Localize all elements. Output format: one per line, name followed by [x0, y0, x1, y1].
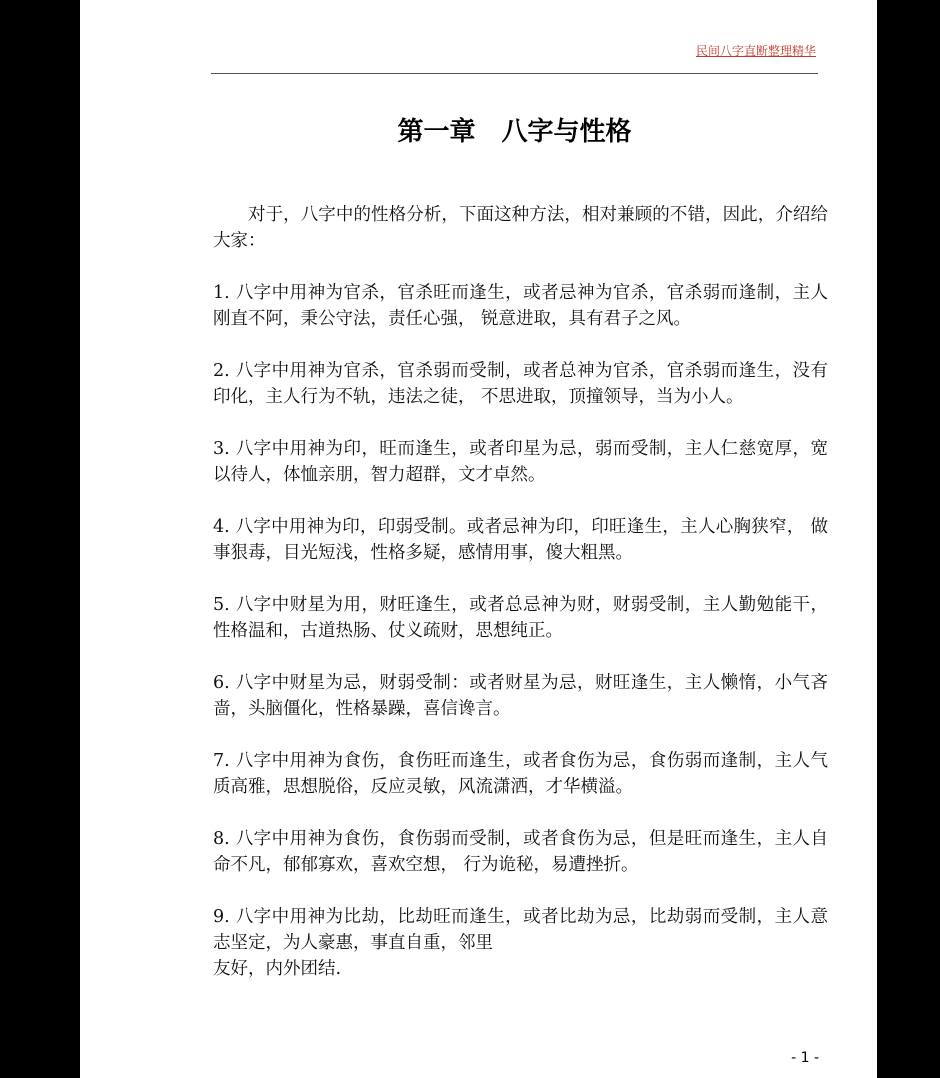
list-item-2: 2. 八字中用神为官杀，官杀弱而受制，或者总神为官杀，官杀弱而逢生，没有印化，主人行为不轨，违法之徒， 不思进取，顶撞领导，当为小人。 — [213, 361, 828, 407]
running-header-link[interactable]: 民间八字直断整理精华 — [695, 44, 816, 58]
header-divider — [211, 73, 818, 74]
list-item-3: 3. 八字中用神为印，旺而逢生，或者印星为忌，弱而受制，主人仁慈宽厚，宽以待人，体恤亲朋，智力超群，文才卓然。 — [213, 439, 828, 485]
list-item-5: 5. 八字中财星为用，财旺逢生，或者总忌神为财，财弱受制，主人勤勉能干， 性格温和，古道热肠、仗义疏财，思想纯正。 — [213, 595, 828, 641]
chapter-title: 第一章 八字与性格 — [397, 117, 632, 147]
intro-paragraph: 对于，八字中的性格分析，下面这种方法，相对兼顾的不错，因此，介绍给大家： — [213, 205, 828, 251]
list-item-9-tail: 友好，内外团结. — [213, 959, 342, 979]
list-item-8: 8. 八字中用神为食伤，食伤弱而受制，或者食伤为忌，但是旺而逢生，主人自命不凡，郁郁寡欢，喜欢空想， 行为诡秘，易遭挫折。 — [213, 829, 828, 875]
list-item-4: 4. 八字中用神为印，印弱受制。或者忌神为印，印旺逢生，主人心胸狭窄， 做事狠毒，目光短浅，性格多疑，感情用事，傻大粗黑。 — [213, 517, 828, 563]
body-text — [213, 202, 828, 982]
list-item-6: 6. 八字中财星为忌，财弱受制：或者财星为忌，财旺逢生，主人懒惰，小气吝啬，头脑僵化，性格暴躁，喜信谗言。 — [213, 673, 828, 719]
list-item-7: 7. 八字中用神为食伤，食伤旺而逢生，或者食伤为忌，食伤弱而逢制，主人气质高雅，思想脱俗，反应灵敏，风流潇洒，才华横溢。 — [213, 751, 828, 797]
list-item-1: 1. 八字中用神为官杀，官杀旺而逢生，或者忌神为官杀，官杀弱而逢制，主人刚直不阿，秉公守法，责任心强， 锐意进取，具有君子之风。 — [213, 283, 828, 329]
list-item-9-main: 9. 八字中用神为比劫，比劫旺而逢生，或者比劫为忌，比劫弱而受制，主人意志坚定，为人豪惠，事直自重，邻里 — [213, 907, 828, 953]
list-item-9 — [213, 904, 828, 982]
document-page — [80, 0, 877, 1078]
page-number: - 1 - — [791, 1050, 819, 1066]
